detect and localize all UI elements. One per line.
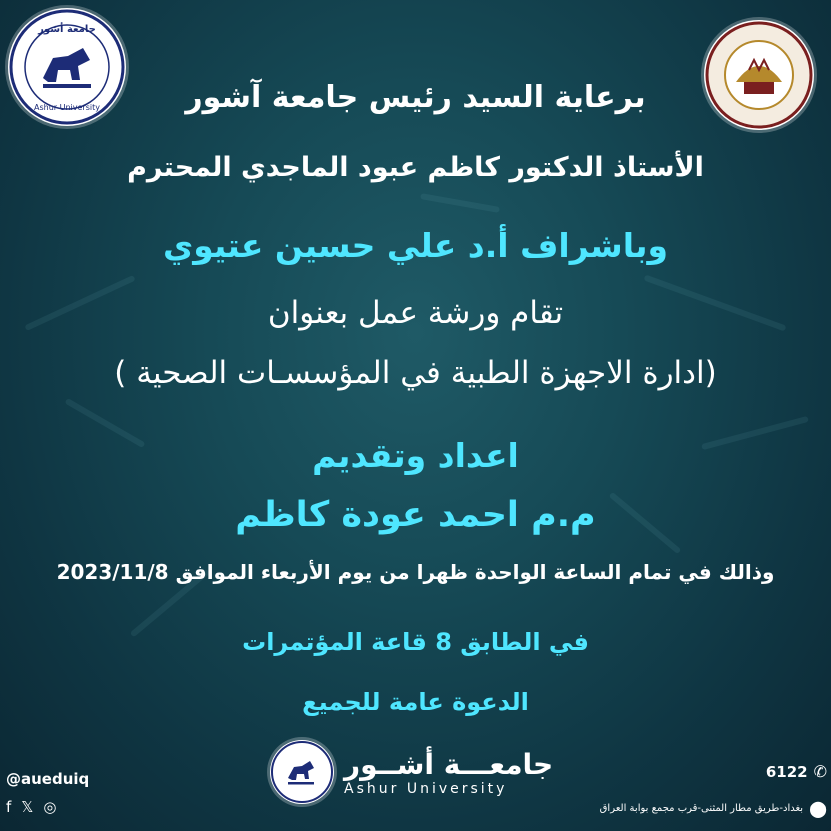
phone-icon: ✆ bbox=[813, 762, 827, 781]
university-name-en: Ashur University bbox=[344, 780, 508, 797]
president-name-line: الأستاذ الدكتور كاظم عبود الماجدي المحترم bbox=[127, 152, 704, 183]
presenter-name: م.م احمد عودة كاظم bbox=[235, 495, 596, 535]
university-name-ar: جامعـــة أشــور bbox=[344, 747, 554, 781]
address-row bbox=[600, 781, 827, 818]
footer-university-logo bbox=[270, 740, 334, 804]
footer-university-name bbox=[344, 748, 553, 797]
date-time-line: وذالك في تمام الساعة الواحدة ظهرا من يوم الأربعاء الموافق 2023/11/8 bbox=[56, 560, 775, 584]
social-block bbox=[6, 770, 89, 816]
patronage-line: برعاية السيد رئيس جامعة آشور bbox=[185, 80, 646, 115]
location-pin-icon: ⬤ bbox=[809, 799, 827, 818]
supervisor-line: وباشراف أ.د علي حسين عتيوي bbox=[162, 226, 668, 265]
workshop-intro-line: تقام ورشة عمل بعنوان bbox=[267, 295, 564, 331]
contact-block bbox=[600, 762, 827, 818]
social-handle[interactable]: @aueduiq bbox=[6, 770, 90, 788]
lamassu-icon bbox=[270, 740, 334, 804]
x-icon[interactable]: 𝕏 bbox=[21, 798, 34, 816]
phone-number[interactable]: 6122 bbox=[765, 762, 808, 781]
svg-text:Ashur University: Ashur University bbox=[34, 103, 100, 112]
presented-by-label: اعداد وتقديم bbox=[312, 436, 519, 475]
workshop-title-line: (ادارة الاجهزة الطبية في المؤسسـات الصحية ) bbox=[114, 355, 717, 391]
venue-line: في الطابق 8 قاعة المؤتمرات bbox=[242, 628, 589, 656]
facebook-icon[interactable]: f bbox=[6, 798, 12, 816]
social-icons bbox=[6, 798, 89, 816]
address-text: بغداد-طريق مطار المثنى-قرب مجمع بوابة العراق bbox=[599, 803, 804, 814]
invitation-line: الدعوة عامة للجميع bbox=[302, 688, 529, 716]
footer-brand bbox=[270, 740, 553, 804]
phone-row bbox=[600, 762, 827, 781]
svg-text:جامعة أشور: جامعة أشور bbox=[38, 24, 96, 35]
instagram-icon[interactable]: ◎ bbox=[43, 798, 57, 816]
